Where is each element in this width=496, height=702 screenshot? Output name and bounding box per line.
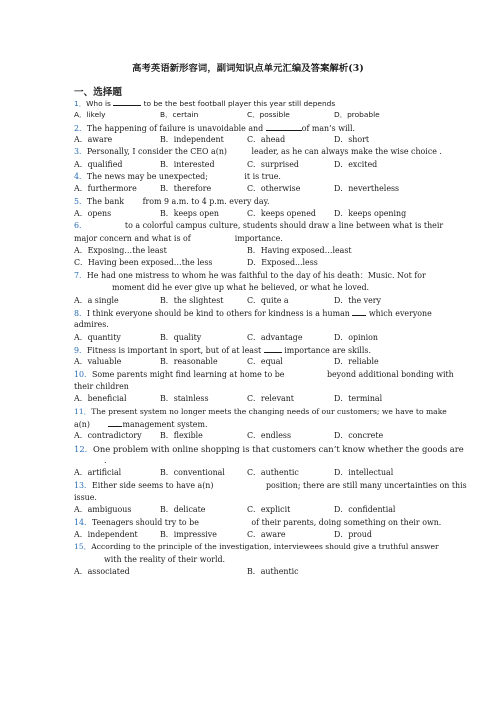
- options-row: [74, 467, 424, 479]
- question-text: of their parents, doing something on their own.: [251, 517, 442, 527]
- question-text: it is true.: [244, 172, 281, 182]
- question-11: [74, 406, 447, 418]
- question-text: from 9 a.m. to 4 p.m. every day.: [142, 196, 270, 206]
- question-text: admires.: [74, 320, 109, 330]
- option-c: C．authentic: [247, 468, 299, 478]
- question-7-continued: [74, 282, 424, 294]
- option-a: A．Exposing…the least: [74, 246, 167, 256]
- option-d: D．keeps opening: [334, 209, 407, 219]
- question-text: which everyone: [368, 308, 432, 318]
- question-text: The present system no longer meets the changing needs of our customers; we have to make: [91, 406, 447, 416]
- option-d: D．short: [334, 135, 370, 145]
- question-number: 1．: [74, 99, 87, 108]
- question-text: The bank: [86, 196, 125, 206]
- question-12-continued: [74, 455, 424, 467]
- option-a: A．artificial: [74, 468, 122, 478]
- options-row: [74, 183, 424, 195]
- option-d: D．proud: [334, 530, 372, 540]
- option-b: B．conventional: [160, 468, 225, 478]
- question-number: 13．: [74, 480, 92, 490]
- option-a: A．beneficial: [74, 394, 127, 404]
- option-a: A．a single: [74, 295, 119, 305]
- question-7: [74, 270, 424, 282]
- document-title: 高考英语新形容词，副词知识点单元汇编及答案解析(3): [132, 63, 364, 74]
- option-a: A．qualified: [74, 159, 123, 169]
- options-row: [74, 134, 424, 146]
- options-row: [74, 208, 424, 220]
- options-row: [74, 332, 424, 344]
- question-text: Some parents might find learning at home to be: [91, 369, 285, 379]
- question-15-continued: [74, 554, 424, 566]
- question-text: Fitness is important in sport, but of at least: [86, 345, 262, 355]
- option-d: D．intellectual: [334, 468, 394, 478]
- option-b: B．authentic: [247, 567, 299, 577]
- option-a: A．furthermore: [74, 184, 137, 194]
- answer-blank: [108, 418, 122, 427]
- question-10: [74, 369, 454, 381]
- option-c: C．keeps opened: [247, 209, 316, 219]
- option-d: D．excited: [334, 159, 378, 169]
- option-a: A．ambiguous: [74, 505, 132, 515]
- question-8-continued: [74, 319, 424, 331]
- option-a: A．valuable: [74, 357, 122, 367]
- question-4: [74, 171, 424, 183]
- option-b: B．the slightest: [160, 295, 224, 305]
- question-number: 12．: [74, 443, 94, 454]
- options-row: [74, 430, 424, 442]
- option-b: B．interested: [160, 159, 215, 169]
- option-a: A．aware: [74, 135, 113, 145]
- question-text: leader, as he can always make the wise choice .: [251, 147, 442, 157]
- question-5: [74, 196, 424, 208]
- option-c: C．explicit: [247, 505, 291, 515]
- option-c: C．quite a: [247, 295, 289, 305]
- options-row: [74, 393, 424, 405]
- option-d: D．confidential: [334, 505, 396, 515]
- question-8: [74, 307, 432, 319]
- question-text: moment did he ever give up what he believed, or what he loved.: [112, 283, 370, 293]
- answer-blank: [113, 97, 141, 106]
- question-text: importance.: [234, 233, 283, 243]
- options-row: [74, 109, 424, 121]
- question-text: to be the best football player this year still depends: [143, 99, 336, 108]
- option-b: B．impressive: [160, 530, 217, 540]
- option-c: C．equal: [247, 357, 283, 367]
- question-text: a(n): [74, 419, 90, 429]
- question-text: One problem with online shopping is that customers can’t know whether the goods are: [93, 443, 464, 454]
- option-d: D．Exposed...less: [247, 258, 318, 268]
- question-text: Teenagers should try to be: [91, 517, 199, 527]
- question-number: 3．: [74, 147, 87, 157]
- question-11-continued: [74, 418, 424, 430]
- question-text: I think everyone should be kind to others for kindness is a human: [86, 308, 350, 318]
- option-d: D．opinion: [334, 332, 378, 342]
- question-text: Either side seems to have a(n): [91, 480, 214, 490]
- question-15: [74, 541, 439, 553]
- question-number: 11．: [74, 406, 92, 416]
- question-text: their children: [74, 381, 129, 391]
- option-c: C．aware: [247, 530, 286, 540]
- option-d: D．terminal: [334, 394, 383, 404]
- options-row: [74, 295, 424, 307]
- question-text: major concern and what is of: [74, 233, 191, 243]
- option-b: B．flexible: [160, 431, 203, 441]
- option-b: B．delicate: [160, 505, 206, 515]
- options-row: [74, 529, 424, 541]
- question-12: [74, 443, 464, 455]
- question-text: importance are skills.: [284, 345, 371, 355]
- option-c: C．endless: [247, 431, 292, 441]
- question-number: 2．: [74, 123, 87, 133]
- option-d: D．concrete: [334, 431, 384, 441]
- question-text: issue.: [74, 493, 97, 502]
- question-10-continued: [74, 381, 424, 393]
- option-a: A．likely: [74, 110, 106, 120]
- option-a: A．opens: [74, 209, 112, 219]
- question-text: Personally, I consider the CEO a(n): [86, 147, 227, 157]
- question-1: [74, 97, 424, 109]
- question-number: 8．: [74, 308, 87, 318]
- options-row: [74, 504, 424, 516]
- question-number: 9．: [74, 345, 87, 355]
- question-9: [74, 344, 424, 356]
- question-text: .: [104, 455, 107, 465]
- option-b: B．keeps open: [160, 209, 219, 219]
- option-d: D．the very: [334, 295, 382, 305]
- question-text: beyond additional bonding with: [326, 369, 454, 379]
- option-b: B．stainless: [160, 394, 209, 404]
- question-number: 15．: [74, 542, 92, 552]
- answer-blank: [266, 122, 302, 131]
- question-6-continued: [74, 233, 424, 245]
- answer-blank: [264, 344, 282, 353]
- question-text: The news may be unexpected;: [86, 172, 208, 182]
- options-row: [74, 356, 424, 368]
- question-13-continued: [74, 492, 424, 504]
- question-text: Who is: [86, 99, 111, 108]
- options-row: [74, 257, 424, 269]
- options-row: [74, 566, 424, 578]
- options-row: [74, 159, 424, 171]
- option-a: A．independent: [74, 530, 138, 540]
- option-c: C．possible: [247, 110, 290, 120]
- question-number: 5．: [74, 196, 87, 206]
- question-number: 4．: [74, 172, 87, 182]
- question-text: According to the principle of the investigation, interviewees should give a truthful answer: [91, 542, 439, 552]
- question-13: [74, 480, 467, 492]
- option-c: C．otherwise: [247, 184, 301, 194]
- question-text: management system.: [122, 419, 208, 429]
- question-2: [74, 122, 424, 134]
- option-d: D．nevertheless: [334, 184, 400, 194]
- option-c: C．Having been exposed…the less: [74, 258, 213, 268]
- answer-blank: [352, 307, 366, 316]
- option-a: A．quantity: [74, 332, 121, 342]
- question-text: of man’s will.: [301, 123, 356, 133]
- option-c: C．relevant: [247, 394, 294, 404]
- option-b: B．certain: [160, 110, 199, 120]
- option-b: B．quality: [160, 332, 202, 342]
- question-text: to a colorful campus culture, students should draw a line between what is their: [124, 221, 444, 231]
- option-c: C．surprised: [247, 159, 299, 169]
- question-6: [74, 220, 444, 232]
- question-text: The happening of failure is unavoidable and: [86, 123, 264, 133]
- option-b: B．independent: [160, 135, 224, 145]
- question-text: position; there are still many uncertainties on this: [265, 480, 467, 490]
- question-text: with the reality of their world.: [104, 554, 226, 564]
- question-number: 6．: [74, 221, 87, 231]
- option-d: D．probable: [334, 110, 380, 120]
- question-text: He had one mistress to whom he was faithful to the day of his death：Music. Not for: [86, 270, 426, 280]
- question-number: 7．: [74, 270, 87, 280]
- options-row: [74, 245, 424, 257]
- question-14: [74, 517, 442, 529]
- question-3: [74, 146, 442, 158]
- option-a: A．associated: [74, 567, 130, 577]
- question-list: [74, 97, 467, 578]
- section-heading: 一、选择题: [74, 87, 122, 98]
- option-b: B．reasonable: [160, 357, 218, 367]
- option-c: C．advantage: [247, 332, 303, 342]
- option-b: B．therefore: [160, 184, 212, 194]
- option-a: A．contradictory: [74, 431, 142, 441]
- question-number: 14．: [74, 517, 92, 527]
- question-number: 10．: [74, 369, 92, 379]
- option-c: C．ahead: [247, 135, 286, 145]
- option-d: D．reliable: [334, 357, 379, 367]
- option-b: B．Having exposed…least: [247, 246, 352, 256]
